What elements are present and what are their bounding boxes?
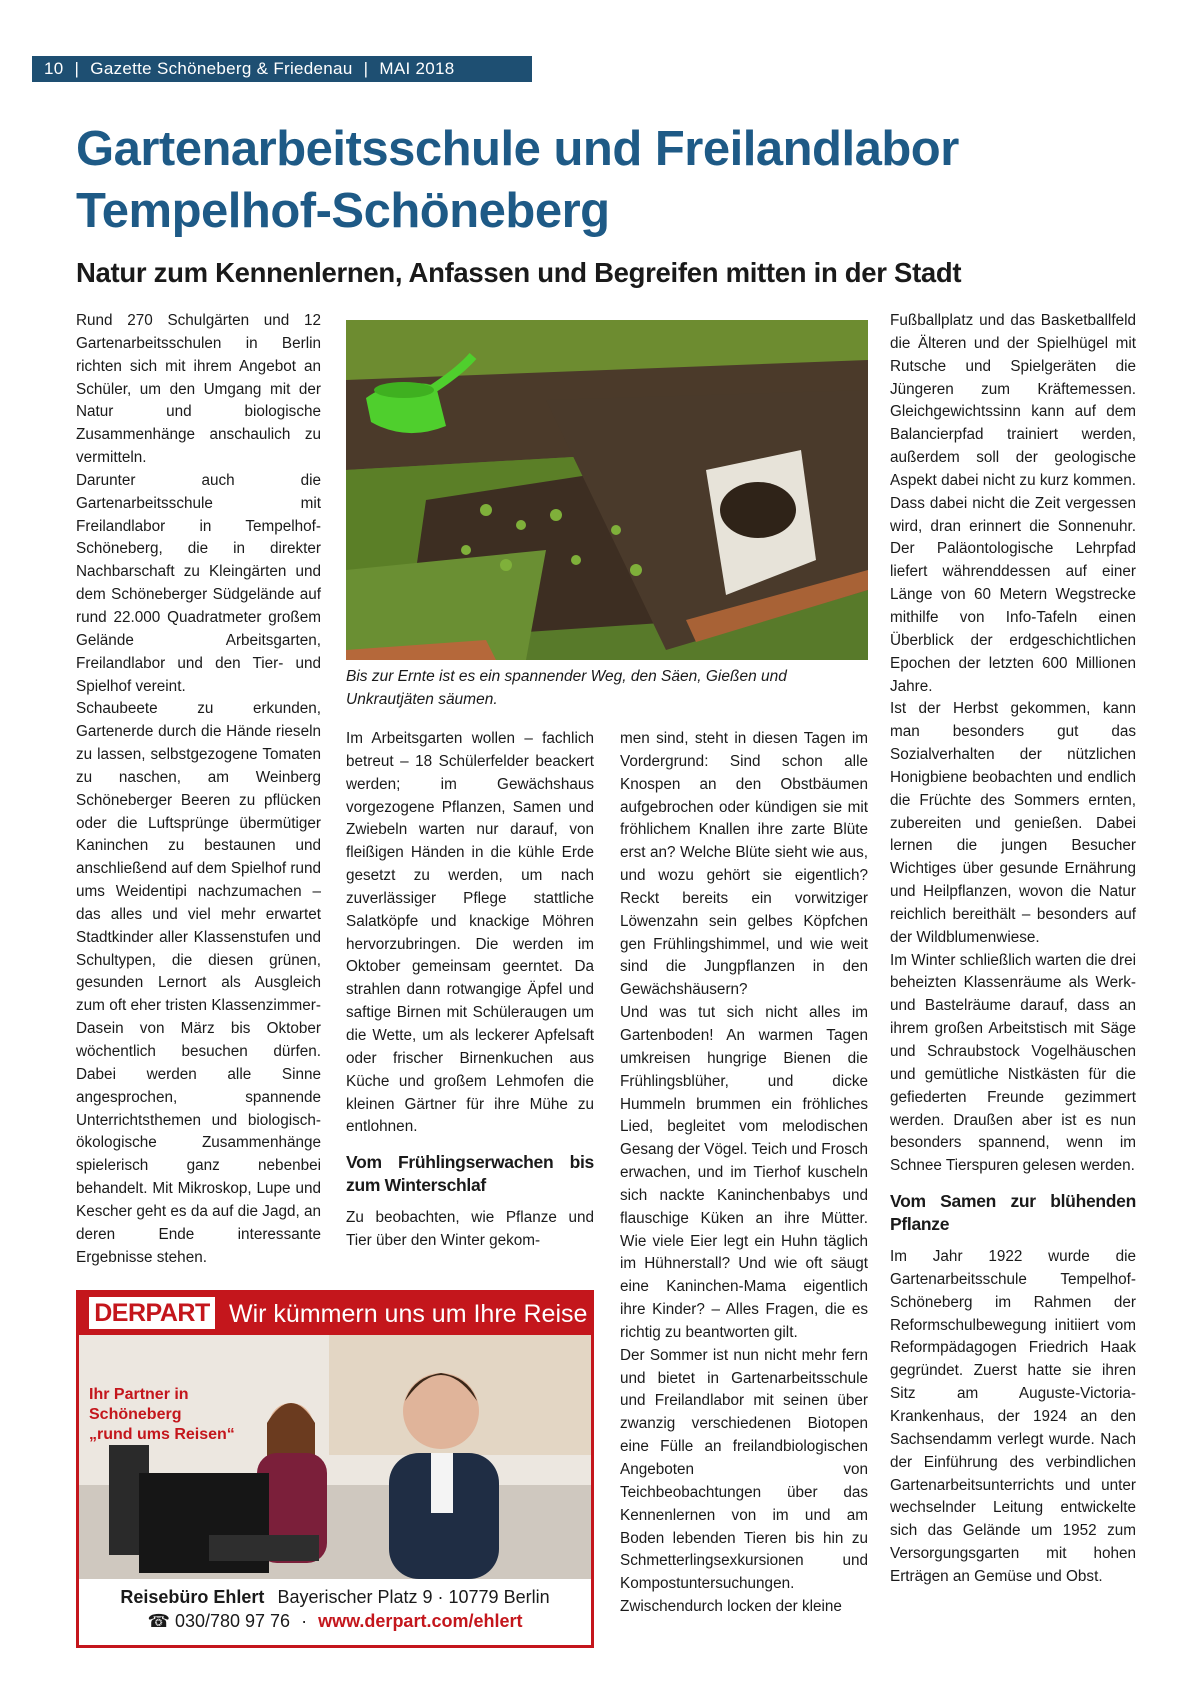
paragraph: men sind, steht in diesen Tagen im Vordergrund: Sind schon alle Knospen an den Obstbäumen aufgebrochen oder kündigen sie mit fröhlichem Knallen ihre zarte Blüte erst an? Welche Blüte sieht wie aus, und wozu gehört sie eigentlich? Reckt bereits ein vorwitziger Löwenzahn sein gelbes Köpfchen gen Frühlingshimmel, und wie weit sind die Jungpflanzen in den Gewächshäusern? bbox=[620, 730, 868, 999]
travel-agency-ad[interactable] bbox=[76, 1290, 594, 1648]
agency-address: Bayerischer Platz 9 · 10779 Berlin bbox=[277, 1587, 550, 1607]
agency-name: Reisebüro Ehlert bbox=[120, 1587, 265, 1607]
text-column-1 bbox=[76, 310, 321, 1269]
garden-beds-image bbox=[346, 320, 868, 660]
text-column-4 bbox=[890, 310, 1136, 1589]
derpart-logo: DERPART bbox=[89, 1297, 215, 1329]
header-separator: | bbox=[363, 59, 369, 78]
header-separator: | bbox=[74, 59, 80, 78]
page-number: 10 bbox=[44, 59, 64, 78]
section-heading: Vom Samen zur blühenden Pflanze bbox=[890, 1191, 1136, 1235]
paragraph: Im Winter schließlich warten die drei beheizten Klassenräume als Werk- und Bastelräume darauf, dass an ihrem großen Arbeitstisch mit Säge und Schraubstock Vogelhäuschen und gemütliche Nistkästen für die gefiederten Freunde gezimmert werden. Draußen aber ist es nun besonders spannend, wenn im Schnee Tierspuren gelesen werden. bbox=[890, 951, 1136, 1175]
ad-partner-text: Ihr Partner in Schöneberg „rund ums Reisen“ bbox=[89, 1386, 235, 1443]
ad-address-line bbox=[79, 1585, 591, 1609]
agency-phone[interactable]: 030/780 97 76 bbox=[174, 1611, 291, 1631]
paragraph: Im Arbeitsgarten wollen – fachlich betreut – 18 Schülerfelder beackert werden; im Gewächshaus vorgezogene Pflanzen, Samen und Zwiebeln warten nur darauf, von fleißigen Händen in die kühle Erde gesetzt zu werden, um nach zuverlässiger Pflege stattliche Salatköpfe und knackige Möhren hervorzubringen. Die werden im Oktober gemeinsam geerntet. Da strahlen dann rotwangige Äpfel und saftige Birnen mit Schüleraugen um die Wette, um als leckerer Apfelsaft oder frischer Birnenkuchen aus Küche und großem Lehmofen die kleinen Gärtner für ihre Mühe zu entlohnen. bbox=[346, 730, 594, 1136]
paragraph: Ist der Herbst gekommen, kann man besonders gut das Sozialverhalten der nützlichen Honigbiene beobachten und endlich die Früchte des Sommers ernten, zubereiten und genießen. Dabei lernen die jungen Besucher Wichtiges über gesunde Ernährung und Heilpflanzen, wovon die Natur reichlich bereithält – besonders auf der Wildblumenwiese. bbox=[890, 700, 1136, 946]
staff-image bbox=[79, 1335, 591, 1579]
paragraph: Im Jahr 1922 wurde die Gartenarbeitsschule Tempelhof-Schöneberg im Rahmen der Reformschulbewegung initiiert vom Reformpädagogen Friedrich Haak gegründet. Zuerst hatte sie ihren Sitz am Auguste-Victoria-Krankenhaus, der 1924 an den Sachsendamm verlegt wurde. Nach der Einführung des verbindlichen Gartenarbeitsunterrichts und unter wechselnder Leitung entwickelte sich das Gelände um 1952 zum Versorgungsgarten mit hohen Erträgen an Gemüse und Obst. bbox=[890, 1248, 1136, 1585]
agency-staff-photo bbox=[79, 1335, 591, 1579]
garden-photo bbox=[346, 320, 868, 660]
phone-icon: ☎ bbox=[147, 1611, 170, 1631]
page-header-bar bbox=[32, 56, 532, 82]
section-heading: Vom Frühlingserwachen bis zum Winterschlaf bbox=[346, 1152, 594, 1196]
paragraph: Rund 270 Schulgärten und 12 Gartenarbeitsschulen in Berlin richten sich mit ihrem Angebot an Schüler, um den Umgang mit der Natur und biologische Zusammenhänge anschaulich zu vermitteln. bbox=[76, 312, 321, 467]
ad-contact-block bbox=[79, 1579, 591, 1645]
paragraph: Zu beobachten, wie Pflanze und Tier über den Winter gekom- bbox=[346, 1209, 594, 1250]
publication-name: Gazette Schöneberg & Friedenau bbox=[90, 59, 353, 78]
paragraph: Darunter auch die Gartenarbeitsschule mit Freilandlabor in Tempelhof-Schöneberg, die in direkter Nachbarschaft zu Kleingärten und dem Schöneberger Südgelände auf rund 22.000 Quadratmeter großem Gelände Arbeitsgarten, Freilandlabor und den Tier- und Spielhof vereint. bbox=[76, 471, 321, 695]
ad-phone-line bbox=[79, 1609, 591, 1633]
photo-caption: Bis zur Ernte ist es ein spannender Weg, den Säen, Gießen und Unkrautjäten säumen. bbox=[346, 668, 787, 708]
article-subheadline: Natur zum Kennenlernen, Anfassen und Begreifen mitten in der Stadt bbox=[76, 257, 962, 288]
issue-date: MAI 2018 bbox=[379, 59, 455, 78]
paragraph: Der Sommer ist nun nicht mehr fern und bietet in Gartenarbeitsschule und Freilandlabor mit seinen über zwanzig verschiedenen Biotopen eine Fülle an freilandbiologischen Angeboten von Teichbeobachtungen über das Kennenlernen von im und am Boden lebenden Tieren bis hin zu Schmetterlingsexkursionen und Kompostuntersuchungen. Zwischendurch locken der kleine bbox=[620, 1346, 868, 1616]
ad-header-band bbox=[79, 1293, 591, 1335]
text-column-3 bbox=[620, 728, 868, 1619]
agency-website-link[interactable]: www.derpart.com/ehlert bbox=[318, 1611, 523, 1631]
paragraph: Schaubeete zu erkunden, Gartenerde durch die Hände rieseln zu lassen, selbstgezogene Tomaten zu naschen, am Weinberg Schöneberger Beeren zu pflücken oder die Luftsprünge übermütiger Kaninchen zu bestaunen und anschließend auf dem Spielhof rund ums Weidentipi nachzumachen – das alles und viel mehr erwartet Stadtkinder aller Klassenstufen und Schultypen, die diesen grünen, gesunden Lernort als Ausgleich zum oft eher tristen Klassenzimmer-Dasein von März bis Oktober wöchentlich besuchen dürfen. Dabei werden alle Sinne angesprochen, spannende Unterrichtsthemen und biologisch-ökologische Zusammenhänge spielerisch ganz nebenbei behandelt. Mit Mikroskop, Lupe und Kescher geht es da auf die Jagd, an deren Ende interessante Ergebnisse stehen. bbox=[76, 700, 321, 1266]
paragraph: Und was tut sich nicht alles im Gartenboden! An warmen Tagen umkreisen hungrige Bienen die Frühlingsblüher, und dicke Hummeln brummen ein fröhliches Lied, begleitet vom melodischen Gesang der Vögel. Teich und Frosch erwachen, und im Tierhof kuscheln sich nackte Kaninchenbabys und flauschige Küken an ihre Mütter. Wie viele Eier legt ein Huhn täglich im Hühnerstall? Und wie oft säugt eine Kaninchen-Mama eigentlich ihre Kinder? – Alles Fragen, die es richtig zu beantworten gilt. bbox=[620, 1004, 869, 1341]
text-column-2 bbox=[346, 728, 594, 1253]
headline-line-1: Gartenarbeitsschule und Freilandlabor bbox=[76, 122, 959, 176]
article-headline bbox=[76, 118, 1156, 242]
contact-separator: · bbox=[301, 1611, 308, 1631]
headline-line-2: Tempelhof-Schöneberg bbox=[76, 184, 610, 238]
paragraph: Fußballplatz und das Basketballfeld die Älteren und der Spielhügel mit Rutsche und Spielgeräten die Jüngeren zum Kräftemessen. Gleichgewichtssinn kann auf dem Balancierpfad trainiert werden, außerdem soll der geologische Aspekt dabei nicht zu kurz kommen. Dass dabei nicht die Zeit vergessen wird, dran erinnert die Sonnenuhr. Der Paläontologische Lehrpfad liefert währenddessen auf einer Länge von 60 Metern Wegstrecke mithilfe von Info-Tafeln einen Überblick der erdgeschichtlichen Epochen der letzten 600 Millionen Jahre. bbox=[890, 312, 1136, 695]
ad-slogan: Wir kümmern uns um Ihre Reise bbox=[229, 1300, 588, 1328]
